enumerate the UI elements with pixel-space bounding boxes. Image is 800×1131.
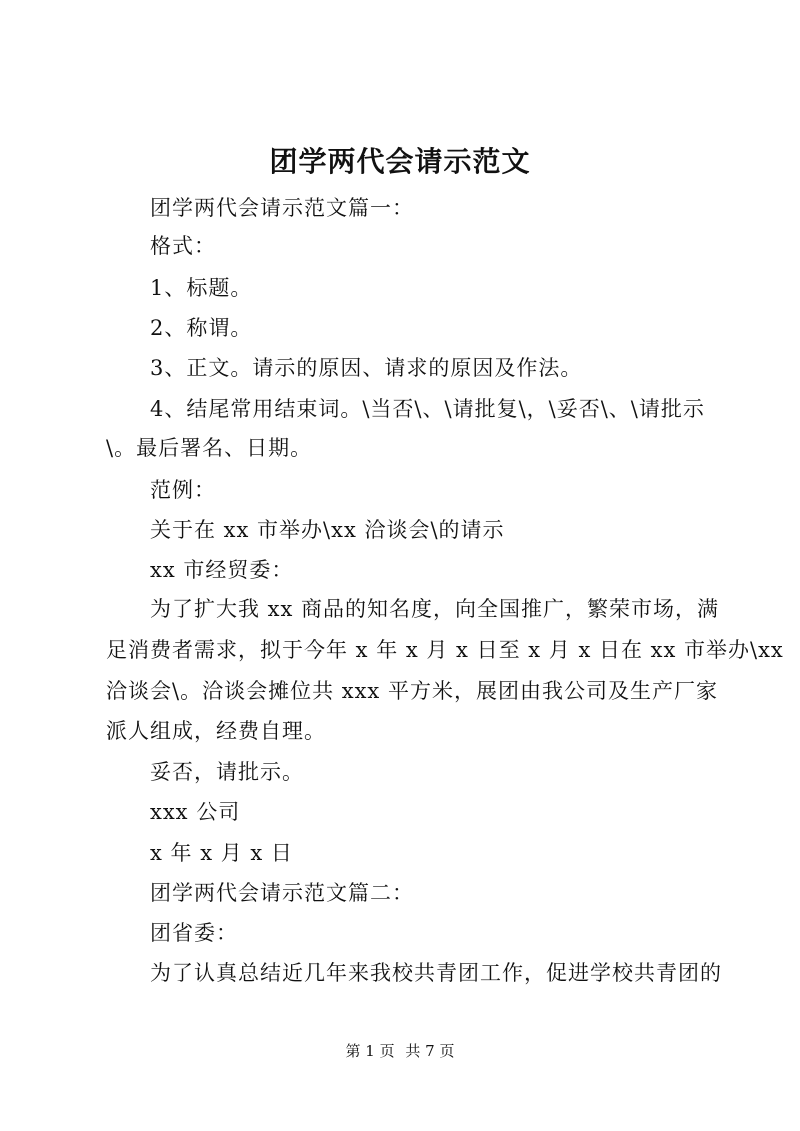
example-closing: 妥否，请批示。 — [150, 760, 304, 784]
example-date: x 年 x 月 x 日 — [150, 841, 293, 865]
page-total: 共 7 页 — [405, 1042, 455, 1060]
example-body-line-2: 足消费者需求，拟于今年 x 年 x 月 x 日至 x 月 x 日在 xx 市举办\xx — [106, 638, 784, 662]
example-body-line-4: 派人组成，经费自理。 — [106, 719, 326, 743]
list-item-salutation: 2、称谓。 — [150, 316, 253, 340]
example-body-line-3: 洽谈会\。洽谈会摊位共 xxx 平方米，展团由我公司及生产厂家 — [106, 679, 718, 703]
page-footer — [0, 1040, 800, 1062]
list-item-title: 1、标题。 — [150, 276, 253, 300]
list-item-body: 3、正文。请示的原因、请求的原因及作法。 — [150, 356, 583, 380]
paragraph-body-2-line-1: 为了认真总结近几年来我校共青团工作，促进学校共青团的 — [150, 961, 722, 985]
paragraph-example-label: 范例： — [150, 478, 216, 502]
list-item-ending: 4、结尾常用结束词。\当否\、\请批复\，\妥否\、\请批示 — [150, 397, 705, 421]
section-heading-1: 团学两代会请示范文篇一： — [150, 196, 414, 220]
document-title: 团学两代会请示范文 — [269, 145, 531, 178]
section-heading-2: 团学两代会请示范文篇二： — [150, 881, 414, 905]
example-recipient: xx 市经贸委： — [150, 558, 294, 582]
example-heading: 关于在 xx 市举办\xx 洽谈会\的请示 — [150, 518, 505, 542]
page-number: 第 1 页 — [345, 1042, 395, 1060]
example-body-line-1: 为了扩大我 xx 商品的知名度，向全国推广，繁荣市场，满 — [150, 597, 720, 621]
paragraph-format-label: 格式： — [150, 234, 216, 258]
example-signature: xxx 公司 — [150, 800, 241, 824]
list-item-ending-continued: \。最后署名、日期。 — [106, 436, 313, 460]
paragraph-recipient-2: 团省委： — [150, 921, 238, 945]
